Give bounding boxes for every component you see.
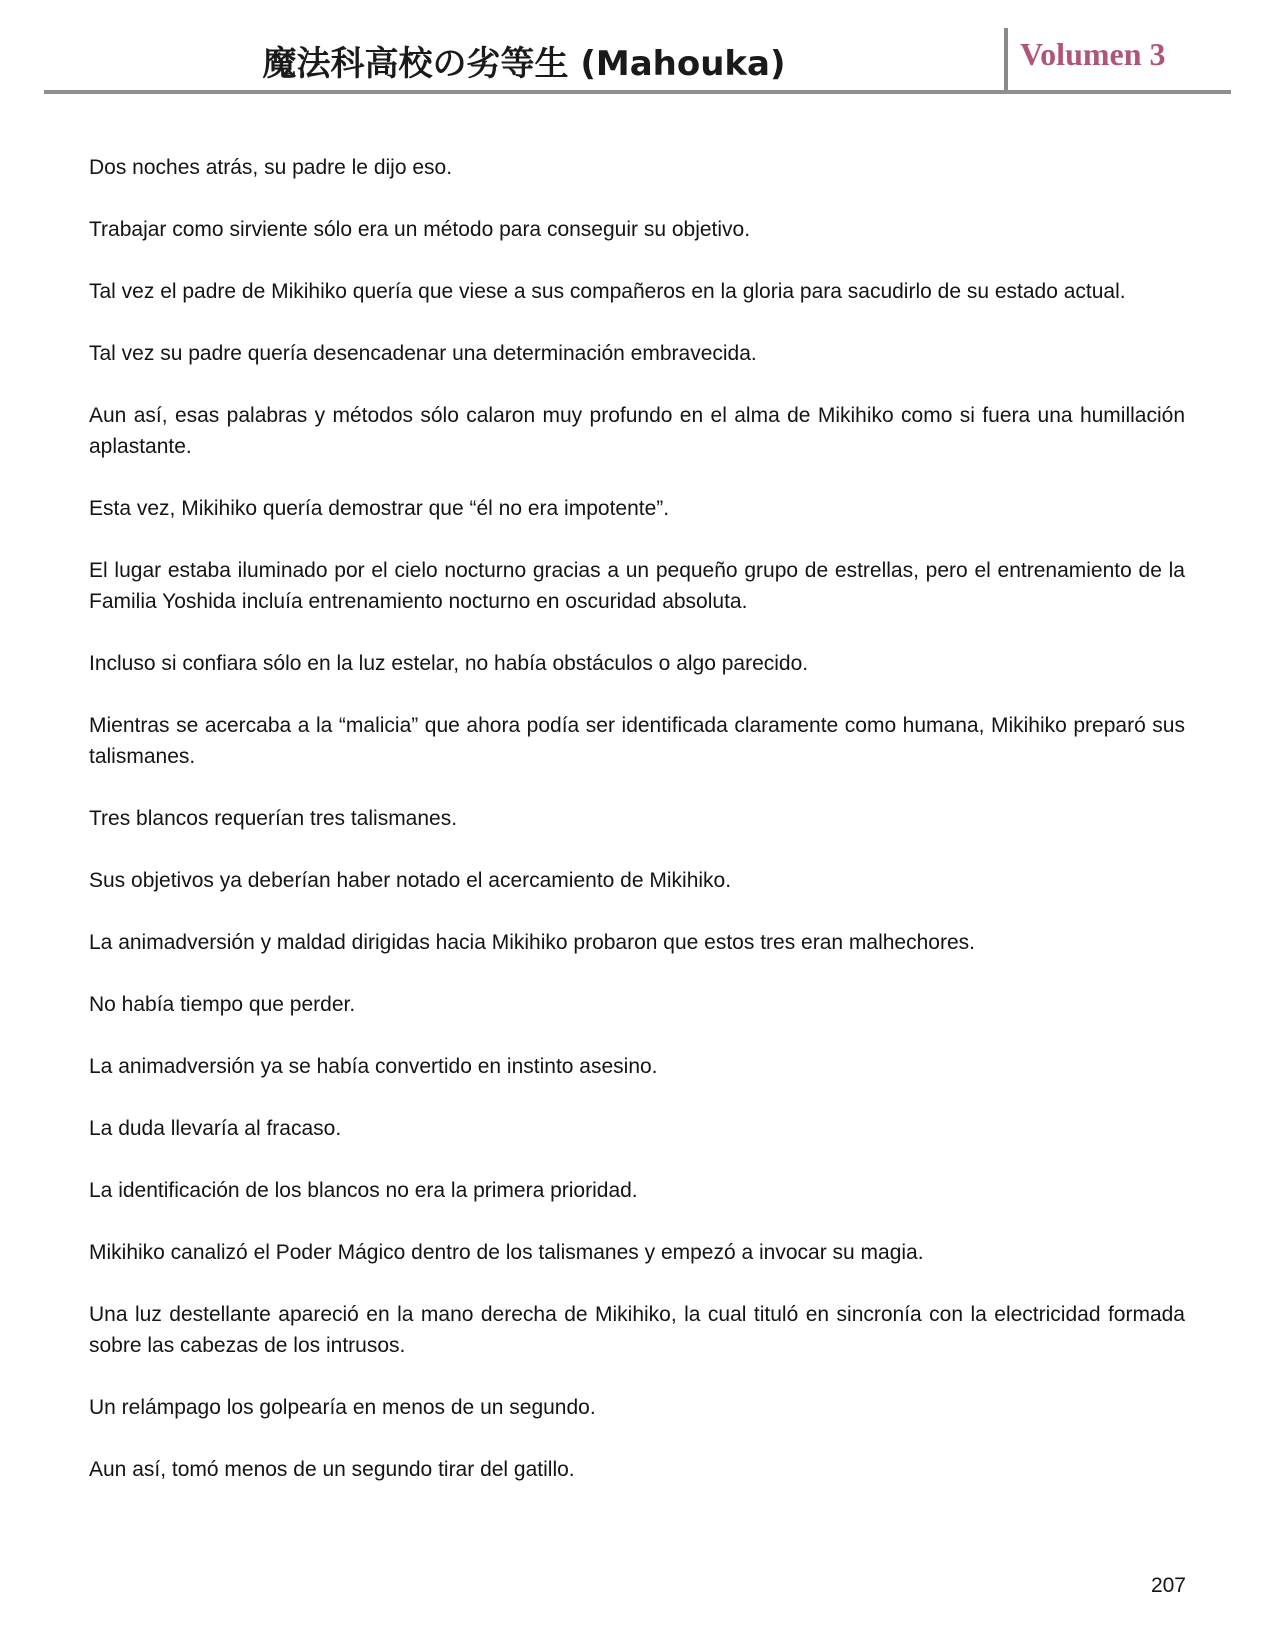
paragraph-1: Dos noches atrás, su padre le dijo eso.: [89, 156, 453, 179]
page-number: 207: [1150, 1574, 1186, 1597]
paragraph-17: Mikihiko canalizó el Poder Mágico dentro de los talismanes y empezó a invocar su magia.: [89, 1241, 924, 1264]
header-divider: [1004, 28, 1008, 92]
paragraph-4: Tal vez su padre quería desencadenar una determinación embravecida.: [89, 342, 757, 365]
paragraph-11: Sus objetivos ya deberían haber notado el acercamiento de Mikihiko.: [89, 869, 732, 892]
paragraph-13: No había tiempo que perder.: [89, 993, 356, 1016]
paragraph-14: La animadversión ya se había convertido en instinto asesino.: [89, 1055, 658, 1078]
paragraph-6: Esta vez, Mikihiko quería demostrar que “él no era impotente”.: [89, 497, 670, 520]
page-header: [44, 28, 1231, 94]
paragraph-16: La identificación de los blancos no era la primera prioridad.: [89, 1179, 638, 1202]
paragraph-7: El lugar estaba iluminado por el cielo nocturno gracias a un pequeño grupo de estrellas, pero el entrenamiento de la Familia Yoshida incluía entrenamiento nocturno en oscuridad absoluta.: [89, 559, 1185, 613]
paragraph-18: Una luz destellante apareció en la mano derecha de Mikihiko, la cual tituló en sincronía con la electricidad formada sobre las cabezas de los intrusos.: [89, 1303, 1185, 1357]
volume-label: Volumen 3: [1020, 36, 1166, 72]
paragraph-5: Aun así, esas palabras y métodos sólo calaron muy profundo en el alma de Mikihiko como si fuera una humillación aplastante.: [89, 404, 1185, 458]
book-title: 魔法科高校の劣等生 (Mahouka): [262, 44, 786, 84]
header-rule: [44, 90, 1231, 94]
paragraph-20: Aun así, tomó menos de un segundo tirar del gatillo.: [89, 1458, 575, 1481]
paragraph-2: Trabajar como sirviente sólo era un método para conseguir su objetivo.: [89, 218, 751, 241]
paragraph-15: La duda llevaría al fracaso.: [89, 1117, 342, 1140]
paragraph-3: Tal vez el padre de Mikihiko quería que viese a sus compañeros en la gloria para sacudirlo de su estado actual.: [89, 280, 1126, 303]
paragraph-8: Incluso si confiara sólo en la luz estelar, no había obstáculos o algo parecido.: [89, 652, 809, 675]
paragraph-12: La animadversión y maldad dirigidas hacia Mikihiko probaron que estos tres eran malhechores.: [89, 931, 975, 954]
paragraph-10: Tres blancos requerían tres talismanes.: [89, 807, 458, 830]
page-body: [89, 152, 1185, 1516]
paragraph-19: Un relámpago los golpearía en menos de un segundo.: [89, 1396, 596, 1419]
paragraph-9: Mientras se acercaba a la “malicia” que ahora podía ser identificada claramente como humana, Mikihiko preparó sus talismanes.: [89, 714, 1185, 768]
